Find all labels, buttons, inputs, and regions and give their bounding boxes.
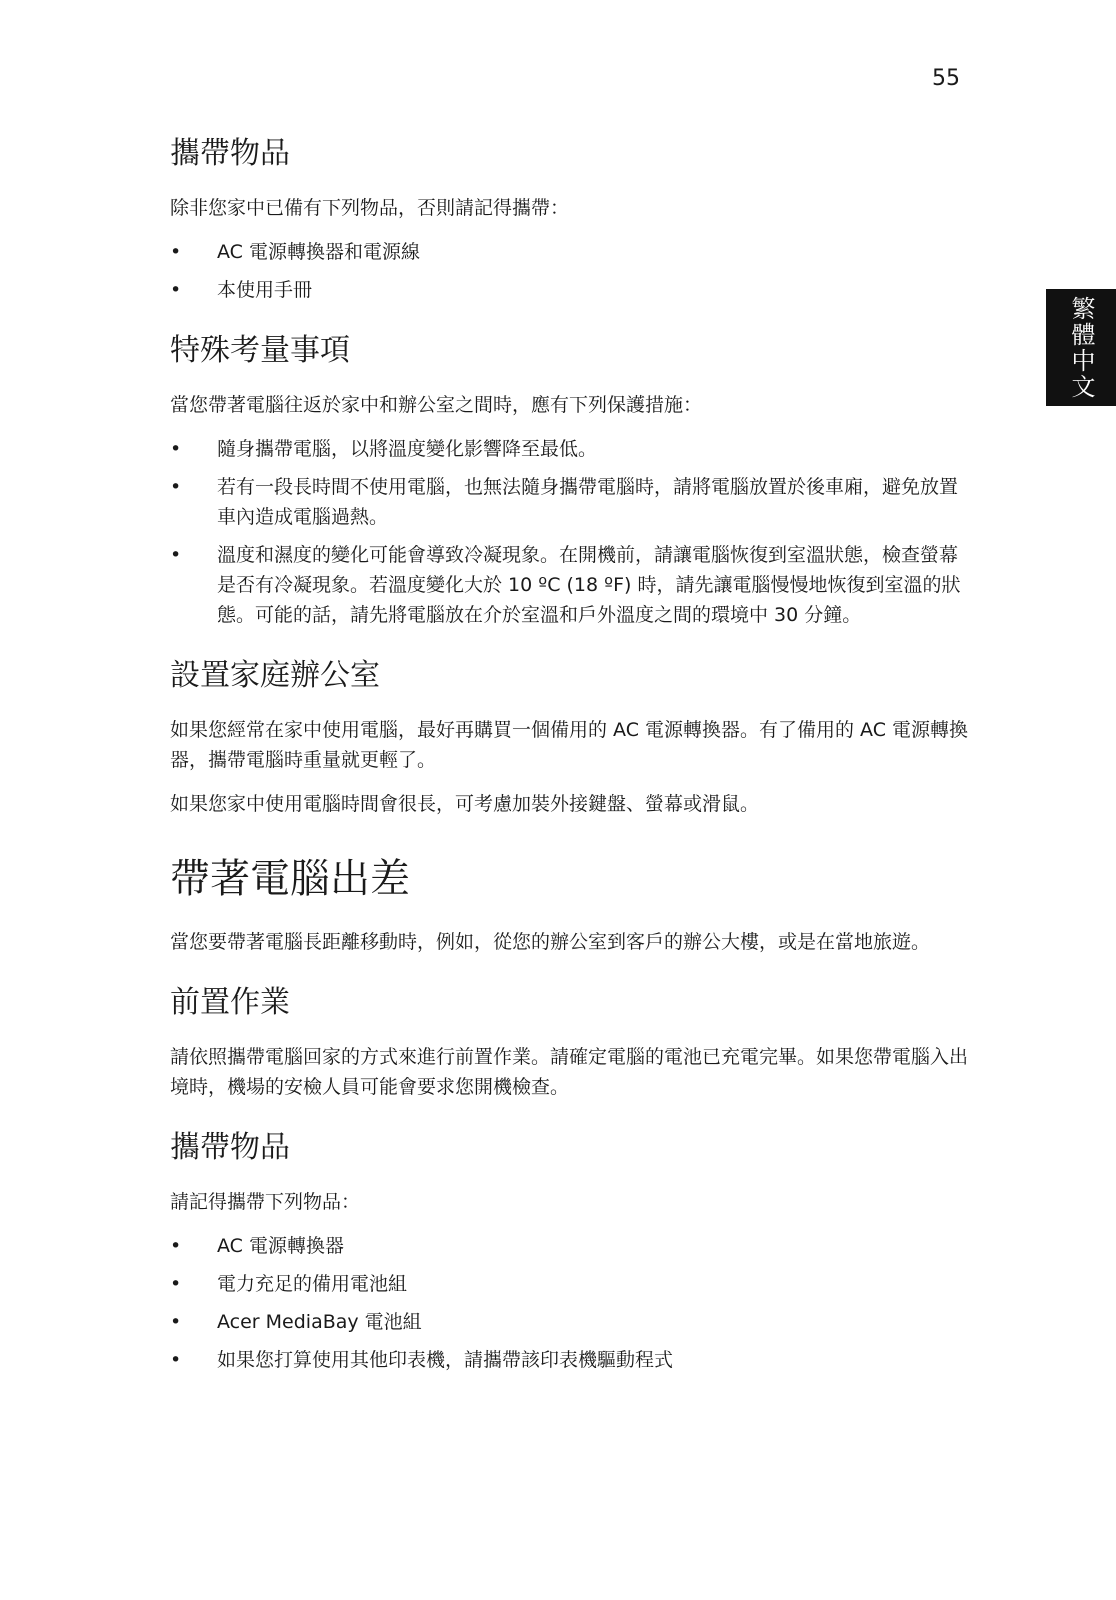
section-intro: 當您帶著電腦往返於家中和辦公室之間時，應有下列保護措施： bbox=[170, 394, 703, 416]
section-intro: 除非您家中已備有下列物品，否則請記得攜帶： bbox=[170, 197, 570, 219]
bullet-list bbox=[170, 1231, 970, 1375]
section-heading-special-considerations: 特殊考量事項 bbox=[170, 333, 350, 368]
list-item-text: Acer MediaBay 電池組 bbox=[217, 1311, 422, 1333]
language-tab-label: 繁體中文 bbox=[1067, 295, 1095, 400]
bullet-list bbox=[170, 434, 970, 630]
list-item bbox=[170, 275, 970, 305]
section-heading-carry-items: 攜帶物品 bbox=[170, 136, 290, 171]
chapter-heading-traveling: 帶著電腦出差 bbox=[170, 856, 410, 902]
document-body bbox=[170, 134, 970, 1393]
list-item-text: 電力充足的備用電池組 bbox=[217, 1273, 408, 1295]
list-item bbox=[170, 1269, 970, 1299]
list-item bbox=[170, 1231, 970, 1261]
list-item bbox=[170, 434, 970, 464]
section-heading-preparation: 前置作業 bbox=[170, 985, 290, 1020]
section-intro: 請記得攜帶下列物品： bbox=[170, 1191, 361, 1213]
list-item-text: AC 電源轉換器和電源線 bbox=[217, 241, 420, 263]
page-number: 55 bbox=[932, 66, 960, 91]
list-item-text: 若有一段長時間不使用電腦，也無法隨身攜帶電腦時，請將電腦放置於後車廂，避免放置車內造成電腦過熱。 bbox=[217, 476, 959, 528]
bullet-icon: • bbox=[170, 476, 182, 498]
bullet-list bbox=[170, 237, 970, 305]
paragraph: 如果您經常在家中使用電腦，最好再購買一個備用的 AC 電源轉換器。有了備用的 AC 電源轉換器，攜帶電腦時重量就更輕了。 bbox=[170, 719, 969, 771]
bullet-icon: • bbox=[170, 1273, 182, 1295]
list-item bbox=[170, 472, 970, 532]
bullet-icon: • bbox=[170, 1235, 182, 1257]
paragraph: 如果您家中使用電腦時間會很長，可考慮加裝外接鍵盤、螢幕或滑鼠。 bbox=[170, 793, 760, 815]
section-heading-home-office: 設置家庭辦公室 bbox=[170, 658, 380, 693]
list-item-text: 隨身攜帶電腦，以將溫度變化影響降至最低。 bbox=[217, 438, 598, 460]
section-heading-what-to-bring: 攜帶物品 bbox=[170, 1130, 290, 1165]
bullet-icon: • bbox=[170, 1349, 182, 1371]
bullet-icon: • bbox=[170, 544, 182, 566]
bullet-icon: • bbox=[170, 241, 182, 263]
list-item bbox=[170, 237, 970, 267]
list-item-text: 如果您打算使用其他印表機，請攜帶該印表機驅動程式 bbox=[217, 1349, 674, 1371]
bullet-icon: • bbox=[170, 438, 182, 460]
list-item-text: AC 電源轉換器 bbox=[217, 1235, 344, 1257]
paragraph: 當您要帶著電腦長距離移動時，例如，從您的辦公室到客戶的辦公大樓，或是在當地旅遊。 bbox=[170, 931, 931, 953]
list-item-text: 本使用手冊 bbox=[217, 279, 313, 301]
paragraph: 請依照攜帶電腦回家的方式來進行前置作業。請確定電腦的電池已充電完畢。如果您帶電腦入出境時，機場的安檢人員可能會要求您開機檢查。 bbox=[170, 1046, 969, 1098]
bullet-icon: • bbox=[170, 279, 182, 301]
list-item bbox=[170, 540, 970, 630]
list-item-text: 溫度和濕度的變化可能會導致冷凝現象。在開機前，請讓電腦恢復到室溫狀態，檢查螢幕是否有冷凝現象。若溫度變化大於 10 ºC (18 ºF) 時，請先讓電腦慢慢地恢復到室溫的狀態。可能的話，請先將電腦放在介於室溫和戶外溫度之間的環境中 30 分鐘。 bbox=[217, 544, 961, 626]
language-tab bbox=[1046, 289, 1116, 406]
list-item bbox=[170, 1345, 970, 1375]
bullet-icon: • bbox=[170, 1311, 182, 1333]
list-item bbox=[170, 1307, 970, 1337]
